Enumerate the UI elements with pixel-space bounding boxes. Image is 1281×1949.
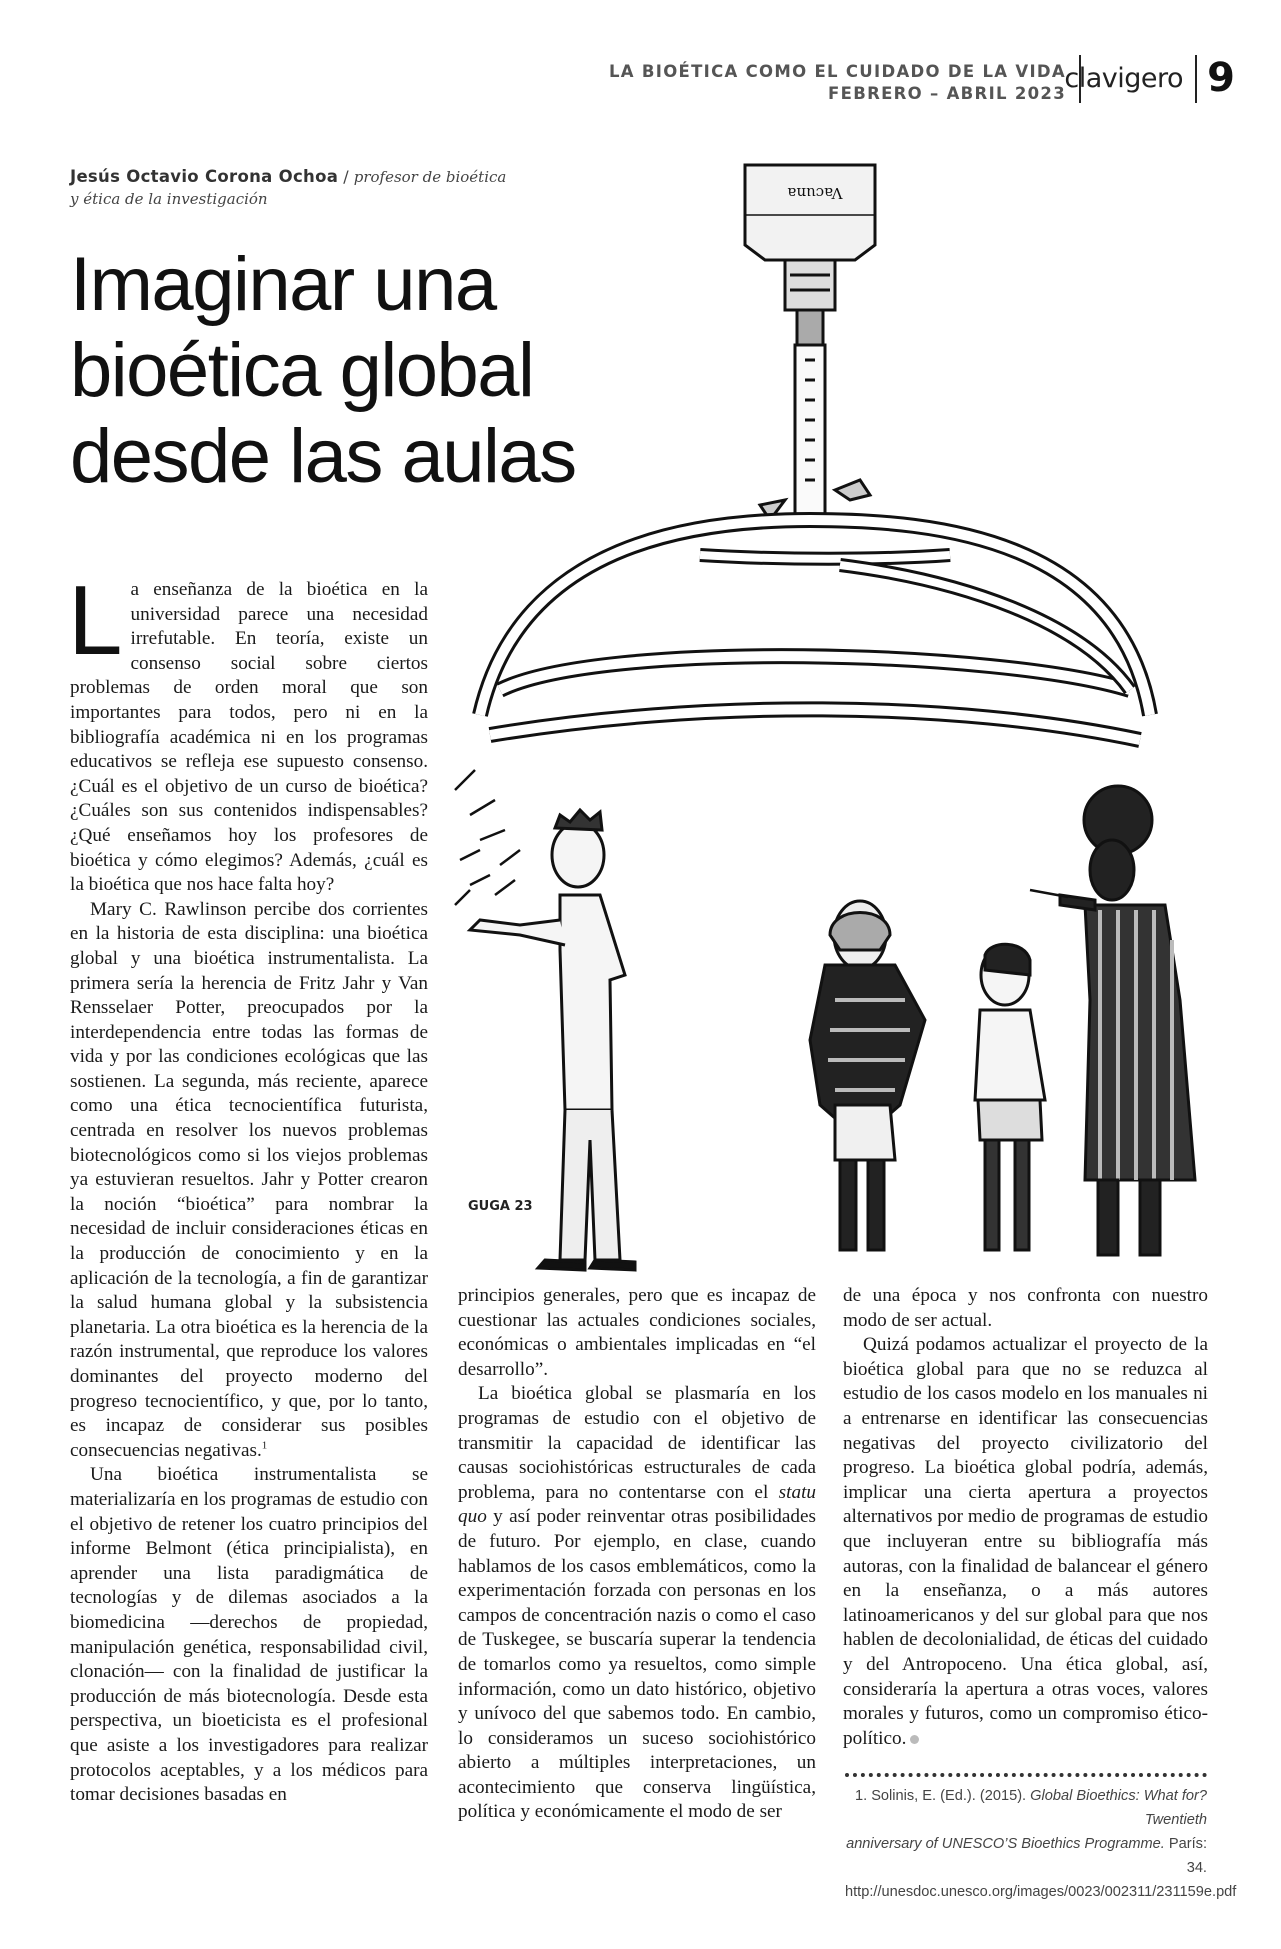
footnote-title-cont: anniversary of UNESCO’S Bioethics Programme.	[846, 1836, 1165, 1852]
section-title: LA BIOÉTICA COMO EL CUIDADO DE LA VIDA	[608, 62, 1066, 81]
iv-vaccine-bag	[745, 165, 875, 345]
title-line: desde las aulas	[70, 414, 576, 499]
floating-syringes	[455, 770, 520, 905]
figure-old-woman	[810, 901, 925, 1250]
vaccine-label: Vacuna	[787, 184, 843, 202]
article-illustration	[450, 160, 1250, 1280]
end-mark-icon	[910, 1735, 919, 1744]
article-column-3	[843, 1284, 1208, 1751]
artist-signature: GUGA 23	[468, 1199, 533, 1214]
paragraph-text: a enseñanza de la bioética en la universidad parece una necesidad irrefutable. En teoría, existe un consenso social sobre ciertos problemas de orden moral que son importantes para todos, pero ni en la bibliografía académica ni en los programas educativos se refleja ese supuesto consenso. ¿Cuál es el objetivo de un curso de bioética? ¿Cuáles son sus contenidos indispensables? ¿Qué enseñamos hoy los profesores de bioética y cómo elegimos? Además, ¿cuál es la bioética que nos hace falta hoy?	[70, 579, 428, 896]
iv-tubes-dome	[480, 520, 1150, 740]
header-divider	[1195, 55, 1197, 103]
paragraph-text: principios generales, pero que es incapaz de cuestionar las actuales condiciones sociales, económicas o ambientales implicadas en “el desarrollo”.	[458, 1285, 816, 1380]
title-line: bioética global	[70, 328, 534, 413]
author-role-cont: y ética de la investigación	[70, 190, 268, 208]
paragraph	[68, 565, 428, 898]
paragraph	[458, 1382, 816, 1825]
paragraph-text: La bioética global se plasmaría en los programas de estudio con el objetivo de transmitir la capacidad de identificar las causas sociohistóricas estructurales de cada problema, para no contentarse con el	[458, 1383, 816, 1503]
author-name: Jesús Octavio Corona Ochoa	[70, 167, 339, 186]
drop-cap: L	[68, 565, 123, 675]
article-column-1	[68, 565, 428, 1808]
issue-info	[609, 61, 1066, 105]
byline-separator: /	[338, 167, 354, 186]
paragraph-text: Una bioética instrumentalista se materializaría en los programas de estudio con el objetivo de retener los cuatro principios del informe Belmont (ética principialista), en aprender una lista paradigmática de tecnologías y de dilemas asociados a la biomedicina —derechos de propiedad, manipulación genética, responsabilidad civil, clonación— con la finalidad de justificar la producción de más biotecnología. Desde esta perspectiva, un bioeticista es el profesional que asiste a los investigadores para realizar protocolos aceptables, y a los médicos para tomar decisiones basadas en	[70, 1464, 428, 1806]
footnote-divider	[845, 1773, 1207, 1777]
paragraph-continued	[843, 1284, 1208, 1333]
page-header	[600, 55, 1241, 110]
article-column-2	[458, 1284, 816, 1825]
paragraph	[70, 1463, 428, 1807]
brand-logo: clavigero	[1064, 63, 1183, 94]
title-line: Imaginar una	[70, 242, 496, 327]
paragraph-text: y así poder reinventar otras posibilidades de futuro. Por ejemplo, en clase, cuando hablamos de los casos emblemáticos, como la experimentación forzada con personas en los campos de concentración nazis o como el caso de Tuskegee, se buscaría superar la tendencia de tomarlos como ya resueltos, como simple información, como un dato histórico, objetivo y unívoco del que sabemos todo. En cambio, lo consideramos un suceso sociohistórico abierto a múltiples interpretaciones, un acontecimiento que conserva lingüística, política y económicamente el modo de ser	[458, 1506, 816, 1823]
footnote-ref: 1	[261, 1439, 268, 1452]
signature-block	[468, 1199, 533, 1214]
latin-phrase: statu quo	[458, 1481, 816, 1528]
footnote-citation: 1. Solinis, E. (Ed.). (2015).	[854, 1788, 1031, 1804]
paragraph-text: Mary C. Rawlinson percibe dos corrientes en la historia de esta disciplina: una bioética global y una bioética instrumentalista. La primera sería la herencia de Fritz Jahr y Van Rensselaer Potter, preocupados por la interdependencia entre todas las formas de vida y por las condiciones ecológicas que las sostienen. La segunda, más reciente, aparece como una ética tecnocientífica futurista, centrada en resolver los nuevos problemas biotecnológicos como si los viejos problemas ya estuvieran resueltos. Jahr y Potter crearon la noción “bioética” para nombrar la necesidad de incluir consideraciones éticas en la producción de conocimiento y en la aplicación de la tecnología, a fin de garantizar la salud humana global y la subsistencia planetaria. La otra bioética es la herencia de la razón instrumental, que reproduce los valores dominantes del proyecto moderno del progreso tecnocientífico, y que, por lo tanto, es incapaz de considerar sus posibles consecuencias negativas.	[70, 898, 428, 1461]
paragraph	[843, 1333, 1208, 1751]
footnote-title: Global Bioethics: What for? Twentieth	[1030, 1788, 1207, 1828]
figure-woman	[1030, 786, 1195, 1255]
page-number: 9	[1207, 55, 1235, 101]
author-role: profesor de bioética	[353, 168, 507, 186]
paragraph-continued	[458, 1284, 816, 1382]
paragraph	[70, 898, 428, 1464]
paragraph-text: de una época y nos confronta con nuestro modo de ser actual.	[843, 1285, 1208, 1331]
issue-date: FEBRERO – ABRIL 2023	[828, 84, 1066, 103]
footnote-place: París: 34.	[1164, 1836, 1207, 1876]
footnote-url[interactable]: http://unesdoc.unesco.org/images/0023/002311/231159e.pdf	[845, 1884, 1237, 1900]
syringe	[760, 345, 870, 520]
footnote	[845, 1784, 1237, 1904]
figure-child	[975, 944, 1045, 1250]
paragraph-text: Quizá podamos actualizar el proyecto de la bioética global para que no se reduzca al estudio de los casos modelo en los manuales ni a entrenarse en identificar las consecuencias negativas del proyecto civilizatorio del progreso. La bioética global podría, además, implicar una cierta apertura a proyectos alternativos por medio de programas de estudio que incluyeran entre su bibliografía más autoras, con la finalidad de balancear el género en la enseñanza, o a más autores latinoamericanos y del sur global para que nos hablen de decolonialidad, de éticas del cuidado y del Antropoceno. Una ética global, así, consideraría la apertura a otras voces, valores morales y futuros, como un compromiso ético-político.	[843, 1334, 1208, 1749]
